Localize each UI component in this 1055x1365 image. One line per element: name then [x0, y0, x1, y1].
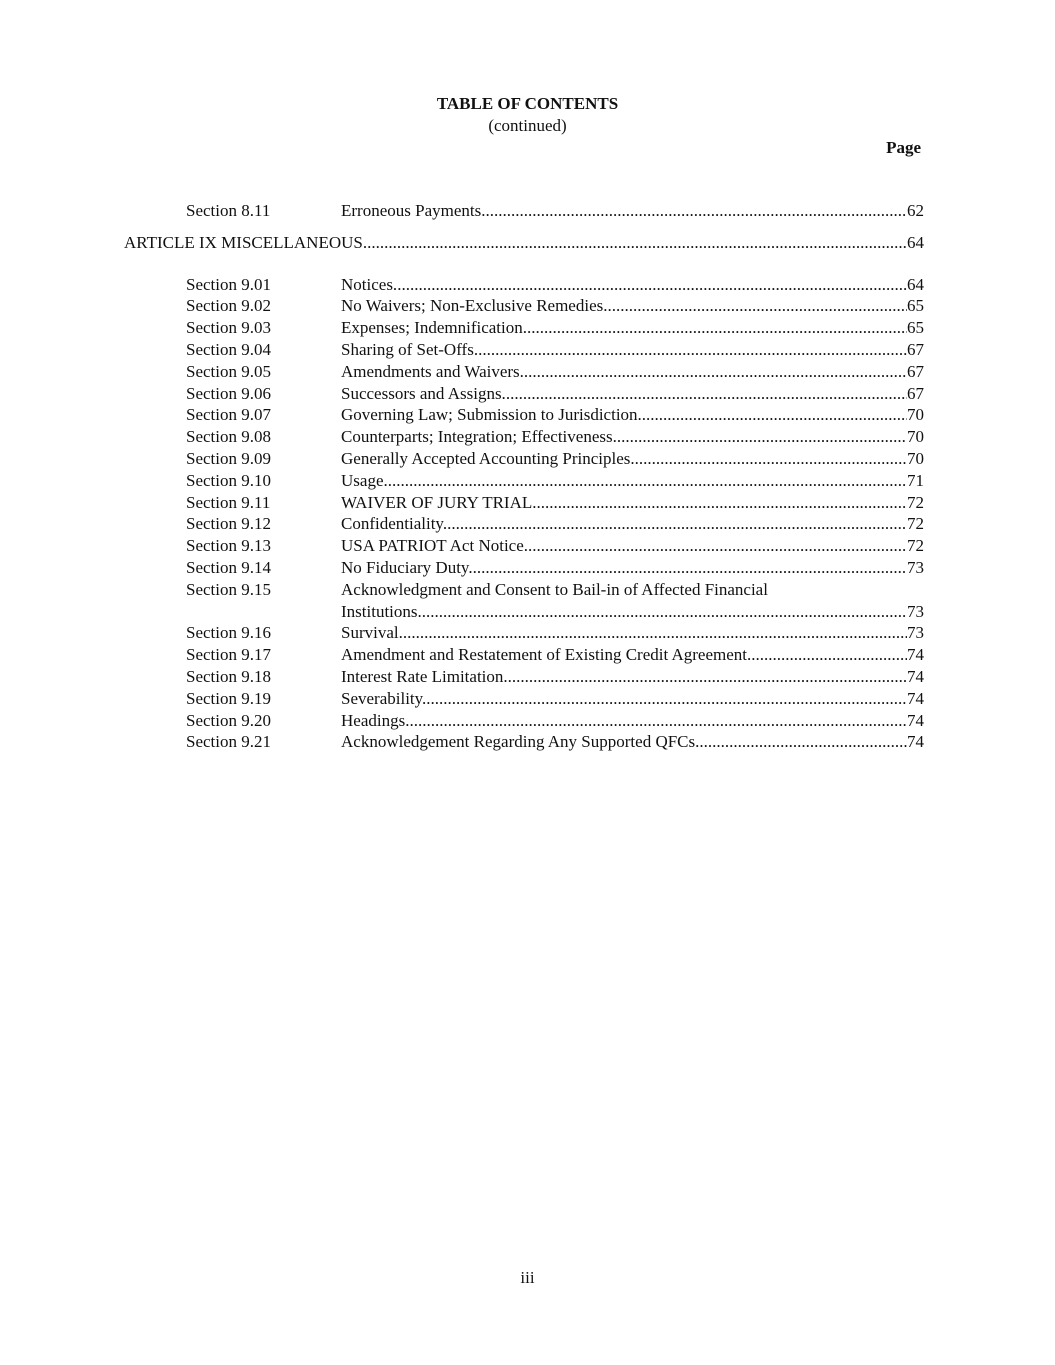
toc-page-number: 73 [907, 601, 924, 621]
toc-leader [341, 317, 924, 339]
toc-section-entry[interactable] [0, 666, 1055, 688]
toc-section-number: Section 9.12 [186, 514, 271, 534]
toc-section-number: Section 9.15 [186, 579, 271, 599]
toc-section-title: Successors and Assigns. [341, 383, 506, 403]
toc-page-number: 72 [907, 492, 924, 512]
toc-section-title: Governing Law; Submission to Jurisdiction. [341, 405, 642, 425]
toc-page-number: 74 [907, 732, 924, 752]
toc-article-title: ARTICLE IX MISCELLANEOUS [124, 232, 363, 252]
toc-section-entry[interactable] [0, 200, 1055, 222]
toc-section-title: Sharing of Set-Offs. [341, 340, 479, 359]
toc-section-title: No Fiduciary Duty. [341, 558, 473, 577]
toc-section-number: Section 9.04 [186, 340, 271, 359]
toc-section-title-cont: Institutions. [341, 601, 422, 621]
toc-section-title: Usage. [341, 470, 388, 490]
toc-section-entry[interactable] [0, 579, 1055, 623]
toc-section-entry[interactable] [0, 274, 1055, 296]
toc-page-number: 73 [907, 558, 924, 577]
toc-page-number: 67 [907, 340, 924, 359]
toc-leader [341, 688, 924, 710]
toc-article-entry[interactable] [0, 232, 1055, 254]
toc-page-number: 70 [907, 427, 924, 447]
toc-page-number: 74 [907, 667, 924, 686]
toc-section-entry[interactable] [0, 644, 1055, 666]
toc-section-entry[interactable] [0, 470, 1055, 492]
toc-dot-leader [397, 274, 907, 296]
toc-dot-leader [607, 295, 907, 317]
toc-section-title: Expenses; Indemnification. [341, 318, 528, 338]
toc-section-title: Amendment and Restatement of Existing Credit Agreement. [341, 645, 752, 665]
toc-leader [341, 535, 924, 557]
toc-leader [341, 622, 924, 644]
toc-dot-leader [751, 644, 907, 666]
toc-page-number: 70 [907, 405, 924, 425]
toc-section-entry[interactable] [0, 383, 1055, 405]
toc-section-number: Section 9.02 [186, 296, 271, 316]
toc-section-entry[interactable] [0, 513, 1055, 535]
toc-dot-leader [388, 470, 907, 492]
toc-leader [341, 470, 924, 492]
toc-dot-leader [617, 426, 907, 448]
toc-section-title: Erroneous Payments. [341, 201, 486, 220]
toc-dot-leader [527, 317, 907, 339]
toc-section-entry[interactable] [0, 404, 1055, 426]
toc-dot-leader [524, 361, 907, 383]
page-column-heading: Page [886, 138, 921, 157]
toc-dot-leader [409, 710, 907, 732]
toc-leader [341, 513, 924, 535]
toc-leader [341, 339, 924, 361]
toc-page-number: 67 [907, 361, 924, 381]
toc-section-entry[interactable] [0, 317, 1055, 339]
toc-section-title: Survival. [341, 623, 403, 643]
toc-leader [341, 731, 924, 753]
toc-section-entry[interactable] [0, 426, 1055, 448]
toc-leader [124, 232, 924, 254]
toc-section-title: Amendments and Waivers. [341, 361, 524, 381]
toc-page-number: 71 [907, 470, 924, 490]
toc-section-title: USA PATRIOT Act Notice. [341, 536, 529, 556]
toc-page-number: 70 [907, 449, 924, 468]
toc-leader [341, 557, 924, 579]
toc-page-number: 65 [907, 296, 924, 316]
toc-dot-leader [635, 448, 907, 470]
toc-section-entry[interactable] [0, 448, 1055, 470]
toc-page-number: 74 [907, 710, 924, 730]
toc-page-number: 64 [907, 274, 924, 294]
toc-section-number: Section 9.17 [186, 645, 271, 665]
toc-title: TABLE OF CONTENTS [436, 94, 619, 113]
toc-dot-leader [506, 383, 907, 405]
toc-page-number: 65 [907, 318, 924, 338]
toc-page-number: 67 [907, 383, 924, 403]
toc-dot-leader [699, 731, 907, 753]
toc-section-title: Acknowledgment and Consent to Bail-in of Affected Financial [341, 579, 768, 599]
toc-section-title: Counterparts; Integration; Effectiveness. [341, 427, 617, 447]
toc-page-number: 74 [907, 645, 924, 665]
toc-page-number: 64 [907, 232, 924, 252]
toc-section-number: Section 9.09 [186, 449, 271, 468]
toc-section-number: Section 9.07 [186, 405, 271, 425]
toc-page-number: 72 [907, 536, 924, 556]
toc-section-title: Acknowledgement Regarding Any Supported QFCs. [341, 732, 700, 752]
toc-section-number: Section 9.05 [186, 361, 271, 381]
toc-leader [341, 448, 924, 470]
toc-leader [341, 666, 924, 688]
toc-leader [341, 274, 924, 296]
toc-leader [341, 361, 924, 383]
toc-dot-leader [485, 200, 907, 222]
toc-subtitle: (continued) [488, 116, 567, 135]
toc-dot-leader [528, 535, 907, 557]
toc-leader [341, 383, 924, 405]
toc-leader [341, 404, 924, 426]
toc-page-number: 62 [907, 201, 924, 220]
toc-section-title: Generally Accepted Accounting Principles. [341, 449, 635, 468]
toc-section-title: Severability. [341, 688, 427, 708]
toc-dot-leader [473, 557, 907, 579]
toc-section-entry[interactable] [0, 492, 1055, 514]
toc-section-number: Section 9.18 [186, 667, 271, 686]
toc-section-title: Interest Rate Limitation. [341, 667, 508, 686]
toc-leader [341, 295, 924, 317]
toc-page-number: 72 [907, 514, 924, 534]
toc-dot-leader [478, 339, 907, 361]
toc-section-title: Confidentiality. [341, 514, 448, 534]
toc-section-title: WAIVER OF JURY TRIAL. [341, 492, 537, 512]
toc-section-number: Section 9.20 [186, 710, 271, 730]
toc-leader [341, 200, 924, 222]
toc-section-entry[interactable] [0, 361, 1055, 383]
toc-section-title: Headings. [341, 710, 410, 730]
toc-dot-leader [537, 492, 907, 514]
toc-section-number: Section 9.11 [186, 492, 271, 512]
toc-section-entry[interactable] [0, 339, 1055, 361]
toc-section-entry[interactable] [0, 557, 1055, 579]
toc-section-number: Section 9.08 [186, 427, 271, 447]
toc-section-number: Section 9.14 [186, 558, 271, 577]
toc-section-entry[interactable] [0, 710, 1055, 732]
toc-dot-leader [508, 666, 907, 688]
toc-section-entry[interactable] [0, 295, 1055, 317]
toc-section-entry[interactable] [0, 688, 1055, 710]
toc-dot-leader [363, 232, 907, 254]
toc-page-number: 74 [907, 688, 924, 708]
toc-section-number: Section 9.21 [186, 732, 271, 752]
page-footer-number: iii [520, 1268, 535, 1287]
toc-leader [341, 644, 924, 666]
toc-leader [341, 710, 924, 732]
toc-section-number: Section 8.11 [186, 201, 271, 220]
toc-section-entry[interactable] [0, 731, 1055, 753]
toc-section-number: Section 9.10 [186, 470, 271, 490]
toc-dot-leader [642, 404, 907, 426]
toc-page-number: 73 [907, 623, 924, 643]
toc-section-number: Section 9.06 [186, 383, 271, 403]
toc-section-entry[interactable] [0, 535, 1055, 557]
toc-section-number: Section 9.01 [186, 274, 271, 294]
toc-dot-leader [447, 513, 907, 535]
toc-dot-leader [422, 601, 907, 623]
toc-dot-leader [403, 622, 907, 644]
toc-section-title: No Waivers; Non-Exclusive Remedies. [341, 296, 608, 316]
toc-section-number: Section 9.03 [186, 318, 271, 338]
toc-dot-leader [426, 688, 907, 710]
toc-section-title: Notices. [341, 274, 398, 294]
toc-leader [341, 426, 924, 448]
toc-section-number: Section 9.13 [186, 536, 271, 556]
toc-leader [341, 492, 924, 514]
toc-section-number: Section 9.16 [186, 623, 271, 643]
toc-section-number: Section 9.19 [186, 688, 271, 708]
toc-leader [341, 601, 924, 623]
toc-section-entry[interactable] [0, 622, 1055, 644]
